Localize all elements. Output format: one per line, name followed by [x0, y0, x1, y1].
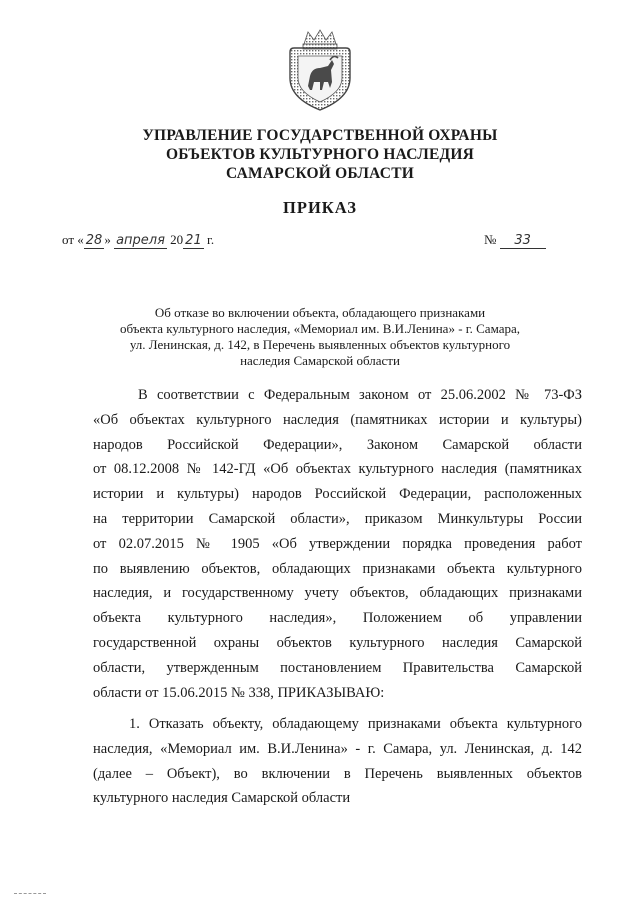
subject-line: объекта культурного наследия, «Мемориал им. В.И.Ленина» - г. Самара, — [119, 321, 521, 336]
order-item-1-paragraph — [93, 712, 582, 811]
order-subject — [0, 305, 640, 369]
date-separator-2: 20 — [166, 232, 184, 247]
body-line: области, утвержденным постановлением Правительства Самарской — [93, 659, 582, 676]
body-line: культурного наследия Самарской области — [93, 790, 351, 807]
date-year: 21 — [185, 233, 202, 248]
number-value: 33 — [500, 234, 546, 249]
date-prefix: от « — [62, 232, 84, 247]
organization-name-line-3: САМАРСКОЙ ОБЛАСТИ — [225, 165, 414, 182]
subject-line: ул. Ленинская, д. 142, в Перечень выявленных объектов культурного — [129, 337, 511, 352]
date-separator-1: » — [104, 232, 115, 247]
document-type-title: ПРИКАЗ — [283, 198, 357, 217]
body-line: «Об объектах культурного наследия (памятниках истории и культуры) — [93, 411, 582, 428]
body-line: наследия, и государственному учету объектов, обладающих признаками — [93, 585, 582, 602]
body-line: от 08.12.2008 № 142-ГД «Об объектах культурного наследия (памятниках — [93, 461, 582, 478]
body-line: государственной охраны объектов культурного наследия Самарской — [93, 634, 582, 651]
body-line: по выявлению объектов, обладающих признаками объекта культурного — [93, 560, 582, 577]
body-line: В соответствии с Федеральным законом от 25.06.2002 № 73-ФЗ — [138, 387, 582, 403]
preamble-paragraph — [93, 383, 582, 705]
body-line: наследия, «Мемориал им. В.И.Ленина» - г. Самара, ул. Ленинская, д. 142 — [93, 740, 582, 757]
organization-name-line-1: УПРАВЛЕНИЕ ГОСУДАРСТВЕННОЙ ОХРАНЫ — [142, 127, 498, 144]
order-number — [484, 232, 546, 249]
date-month: апреля — [116, 233, 165, 248]
body-line: 1. Отказать объекту, обладающему признаками объекта культурного — [129, 716, 582, 732]
organization-name-line-2: ОБЪЕКТОВ КУЛЬТУРНОГО НАСЛЕДИЯ — [165, 146, 475, 163]
body-line: от 02.07.2015 № 1905 «Об утверждении порядка проведения работ — [93, 535, 582, 552]
number-prefix: № — [484, 232, 500, 247]
body-line: на территории Самарской области», приказом Минкультуры России — [93, 510, 582, 527]
body-line: объекта культурного наследия», Положением об управлении — [93, 610, 582, 627]
body-line: (далее – Объект), во включении в Перечень выявленных объектов — [93, 765, 582, 782]
subject-line: Об отказе во включении объекта, обладающего признаками — [154, 305, 486, 320]
subject-line: наследия Самарской области — [240, 353, 400, 368]
body-line: народов Российской Федерации», Законом Самарской области — [93, 436, 582, 453]
body-line: области от 15.06.2015 № 338, ПРИКАЗЫВАЮ: — [93, 684, 385, 701]
coat-of-arms-emblem — [276, 26, 364, 114]
order-date — [62, 232, 214, 249]
body-line: истории и культуры) народов Российской Федерации, расположенных — [93, 486, 582, 503]
date-day: 28 — [85, 233, 103, 248]
date-suffix: г. — [203, 232, 215, 247]
scan-artifact-mark — [14, 893, 46, 895]
